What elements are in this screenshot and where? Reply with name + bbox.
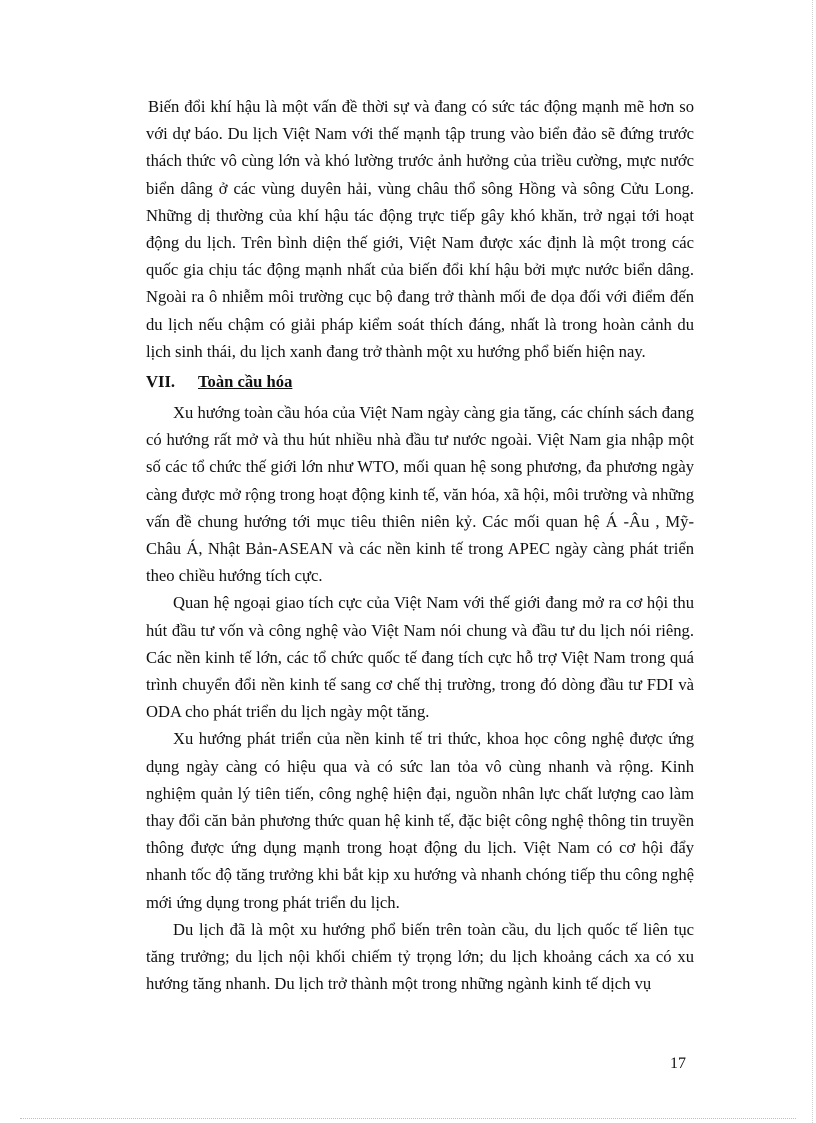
page-bottom-divider (20, 1118, 796, 1119)
paragraph-global-tourism: Du lịch đã là một xu hướng phổ biến trên toàn cầu, du lịch quốc tế liên tục tăng trưởng; du lịch nội khối chiếm tỷ trọng lớn; du lịch khoảng cách xa có xu hướng tăng nhanh. Du lịch trở thành một trong những ngành kinh tế dịch vụ (146, 919, 694, 994)
section-title: Toàn cầu hóa (198, 372, 293, 392)
section-heading (146, 369, 694, 395)
paragraph-foreign-relations: Quan hệ ngoại giao tích cực của Việt Nam với thế giới đang mở ra cơ hội thu hút đầu tư vốn và công nghệ vào Việt Nam nói chung và đầu tư du lịch nói riêng. Các nền kinh tế lớn, các tổ chức quốc tế đang tích cực hỗ trợ Việt Nam trong quá trình chuyển đổi nền kinh tế sang cơ chế thị trường, trong đó dòng đầu tư FDI và ODA cho phát triển du lịch ngày một tăng. (146, 593, 694, 722)
paragraph-globalization-trend: Xu hướng toàn cầu hóa của Việt Nam ngày càng gia tăng, các chính sách đang có hướng rất mở và thu hút nhiều nhà đầu tư nước ngoài. Việt Nam gia nhập một số các tổ chức thế giới lớn như WTO, mối quan hệ song phương, đa phương ngày càng được mở rộng trong hoạt động kinh tế, văn hóa, xã hội, môi trường và những vấn đề chung hướng tới mục tiêu thiên niên kỷ. Các mối quan hệ Á -Âu , Mỹ- Châu Á, Nhật Bản-ASEAN và các nền kinh tế trong APEC ngày càng phát triển theo chiều hướng tích cực. (146, 403, 694, 586)
page-body (146, 93, 694, 998)
paragraph-climate-change: Biến đổi khí hậu là một vấn đề thời sự và đang có sức tác động mạnh mẽ hơn so với dự báo. Du lịch Việt Nam với thế mạnh tập trung vào biển đảo sẽ đứng trước thách thức vô cùng lớn và khó lường trước ảnh hưởng của triều cường, mực nước biển dâng ở các vùng duyên hải, vùng châu thổ sông Hồng và sông Cửu Long. Những dị thường của khí hậu tác động trực tiếp gây khó khăn, trở ngại tới hoạt động du lịch. Trên bình diện thế giới, Việt Nam được xác định là một trong các quốc gia chịu tác động mạnh nhất của biến đổi khí hậu bởi mực nước biển dâng. Ngoài ra ô nhiễm môi trường cục bộ đang trở thành mối đe dọa đối với điểm đến du lịch nếu chậm có giải pháp kiểm soát thích đáng, nhất là trong hoàn cảnh du lịch sinh thái, du lịch xanh đang trở thành một xu hướng phổ biến hiện nay. (146, 97, 694, 361)
page-number: 17 (670, 1055, 686, 1072)
paragraph-knowledge-economy: Xu hướng phát triển của nền kinh tế tri thức, khoa học công nghệ được ứng dụng ngày càng có hiệu qua và có sức lan tỏa vô cùng nhanh và rộng. Kinh nghiệm quản lý tiên tiến, công nghệ hiện đại, nguồn nhân lực chất lượng cao làm thay đổi căn bản phương thức quan hệ kinh tế, đặc biệt công nghệ thông tin truyền thông được ứng dụng mạnh trong hoạt động du lịch. Việt Nam có cơ hội đẩy nhanh tốc độ tăng trưởng khi bắt kịp xu hướng và nhanh chóng tiếp thu công nghệ mới ứng dụng trong phát triển du lịch. (146, 729, 694, 912)
page-edge-divider (812, 0, 813, 1123)
section-number: VII. (146, 372, 176, 392)
